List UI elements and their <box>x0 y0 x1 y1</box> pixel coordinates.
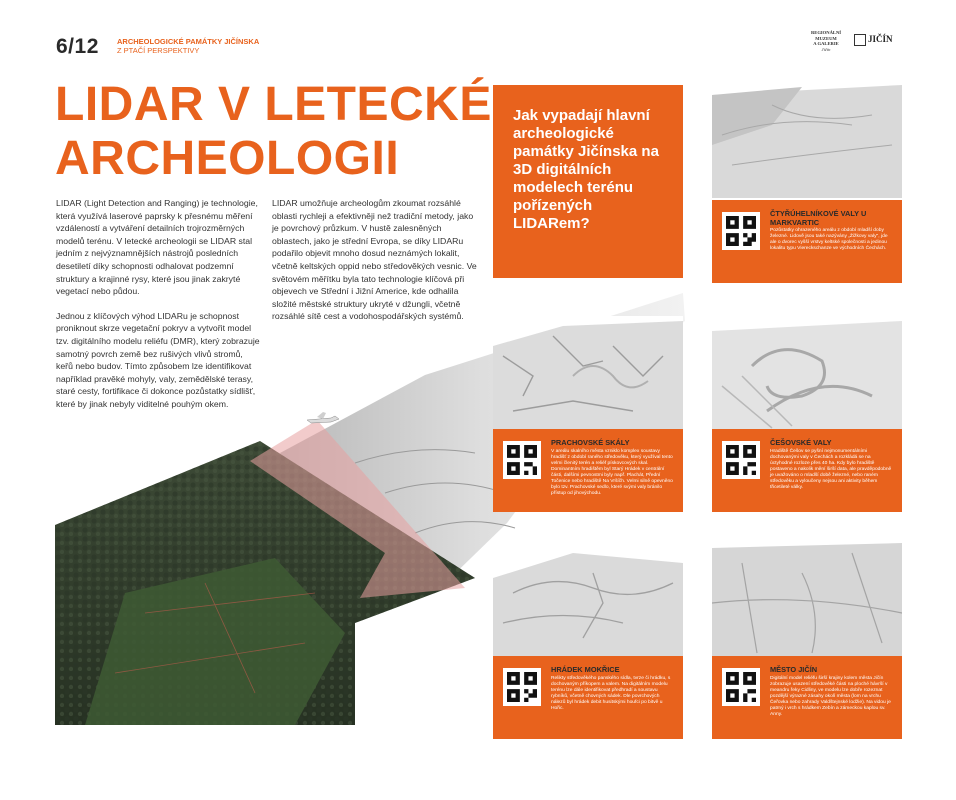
qr-code[interactable] <box>722 441 760 479</box>
page-title-line2: ARCHEOLOGII <box>55 132 400 185</box>
logo-line-2: MUZEUM <box>815 35 837 41</box>
body-paragraph-1: LIDAR (Light Detection and Ranging) je technologie, která využívá laserové paprsky k přesnému měření vzdáleností a vytváření detailních trojrozměrných modelů terénu. V letecké archeologii se LIDAR stal jedním z nejvýznamnějších nástrojů posledních desetiletí díky schopnosti odhalovat podzemní struktury a krajinné rysy, které jsou jinak zakryté vegetací nebo půdou. <box>56 198 258 297</box>
site-card-cesovske-valy <box>712 316 902 490</box>
lidar-terrain-image <box>712 85 902 198</box>
logo-cube-icon <box>854 34 866 46</box>
qr-code[interactable] <box>722 212 760 250</box>
qr-code[interactable] <box>503 668 541 706</box>
museum-logo <box>802 30 902 64</box>
body-paragraph-2: Jednou z klíčových výhod LIDARu je schopnost proniknout skrze vegetační pokryv a vytvořit model tzv. digitálního modelu reliéfu (DMR), který zobrazuje samotný povrch země bez rušivých vlivů stromů, keřů nebo budov. Tímto způsobem lze identifikovat například pravěké mohyly, valy, zemědělské terasy, staré cesty, fortifikace či dokonce pozůstatky sídlišť, které by jinak nebyly viditelné pouhým okem. <box>56 310 260 409</box>
lidar-terrain-image <box>712 543 902 656</box>
site-title: MĚSTO JIČÍN <box>770 665 818 674</box>
logo-museum-text <box>802 30 850 52</box>
qr-code[interactable] <box>503 441 541 479</box>
site-info-panel <box>712 429 902 512</box>
series-title <box>117 37 259 55</box>
lidar-terrain-image <box>493 316 683 429</box>
aircraft-icon <box>307 412 339 423</box>
site-title: PRACHOVSKÉ SKÁLY <box>551 438 630 447</box>
site-card-hradek-mokrice <box>493 543 683 711</box>
site-info-panel <box>712 656 902 739</box>
site-info-panel <box>493 656 683 739</box>
body-paragraph-3: LIDAR umožňuje archeologům zkoumat rozsáhlé oblasti rychleji a efektivněji než tradiční metody, jako je povrchový průzkum. V hustě zalesněných oblastech, jako je střední Evropa, se díky LIDARu podařilo objevit mnoho dosud neznámých lokalit, včetně keltských oppid nebo středověkých vesnic. Ve světovém měřítku byla tato technologie klíčová při objevech ve Střední i Jižní Americe, kde odhalila složité městské struktury ukryté v džungli, včetně rozsáhlé sítě cest a vodohospodářských systémů. <box>272 198 477 322</box>
site-card-prachovske-skaly <box>493 316 683 496</box>
site-description: Digitální model reliéfu širší krajiny kolem města Jičín zobrazuje usazení středověké části na ploché hávrší v meandru řeky Cidliny, ve modelu lze dobře rozeznat pozdější výrazné zásahy okolí města (lom na vrchu Čeřovka nebo zahrady Valdštejnské lodžie). Na vidou je patrný i vrch s hrádkem Zebín a zámeckou kaplou sv. Anny. <box>770 676 891 717</box>
page-title <box>55 78 492 186</box>
series-title-line1: ARCHEOLOGICKÉ PAMÁTKY JIČÍNSKA <box>117 37 260 46</box>
series-title-line2: Z PTAČÍ PERSPEKTIVY <box>117 46 200 55</box>
site-description: V areálu skalního města vzniklo komplex soustavy hradišť z období raného středověku, který využíval tento velmi členitý terén a reliéf pískovcových skal. Dominantním hradištěm byl Starý Hrádek v centrální části, dalšími pevnostmi byly např. Plachát, Přední Točenice nebo hradiště Na Vršíčh. Velmi silně opevněno bylo tzv. Prachovské sedlo, které svými valy bránilo přístup od jihovýchodu. <box>551 449 673 496</box>
site-info-panel <box>712 200 902 283</box>
site-description: Relikty středověkého panského sídla, tvrze či hrádku, s dochovaným příkopem a valem. Na digitálním modelu terénu lze dále identifikovat předhradí a soustavu rybníků, včetně chovných sádek. Dle povrchových nálezů byl hrádek debit husitskými houfci po bitvě u Hořic. <box>551 676 671 711</box>
question-box: Jak vypadají hlavní archeologické památky Jičínska na 3D digitálních modelech terénu pořízených LIDARem? <box>493 85 683 278</box>
site-description: Hradiště Češov se pyšní nejmonumentálními dochovanými valy v Čechách a rozkládá se na úctyhodné rozloze přes 40 ha. Kdy bylo hradiště postaveno a nakolik mění širší data, ale pravděpodobně je uvažováno o mladší době železné, nebo raném středověku a vyloučeny nejsou ani aktivity během třicetileté války. <box>770 449 892 490</box>
panel-number: 6/12 <box>56 35 99 58</box>
logo-line-1: REGIONÁLNÍ <box>810 30 842 35</box>
lidar-terrain-image <box>712 316 902 429</box>
site-title: ČTYŘÚHELNÍKOVÉ VALY U MARKVARTIC <box>770 209 867 227</box>
lidar-terrain-image <box>493 543 683 656</box>
logo-line-4: Jičín <box>821 46 831 52</box>
site-description: Pozůstatky ohrazeného areálu z období mladší doby železné. Lidově jsou také nazývány „Žižkovy valy", jde ale o dvorec vyšší vrstvy keltské společnosti a jedinou lokalitu typu Viereckschanze ve východních Čechách. <box>770 228 888 251</box>
site-title: ČEŠOVSKÉ VALY <box>770 438 832 447</box>
page-title-line1: LIDAR V LETECKÉ <box>55 78 492 131</box>
logo-line-3: A GALERIE <box>813 41 839 46</box>
site-info-panel <box>493 429 683 512</box>
site-title: HRÁDEK MOKŘICE <box>551 665 620 674</box>
logo-town: JIČÍN <box>868 34 893 44</box>
site-card-mesto-jicin <box>712 543 902 717</box>
qr-code[interactable] <box>722 668 760 706</box>
site-card-ctyruhelnikove-valy <box>712 85 902 251</box>
